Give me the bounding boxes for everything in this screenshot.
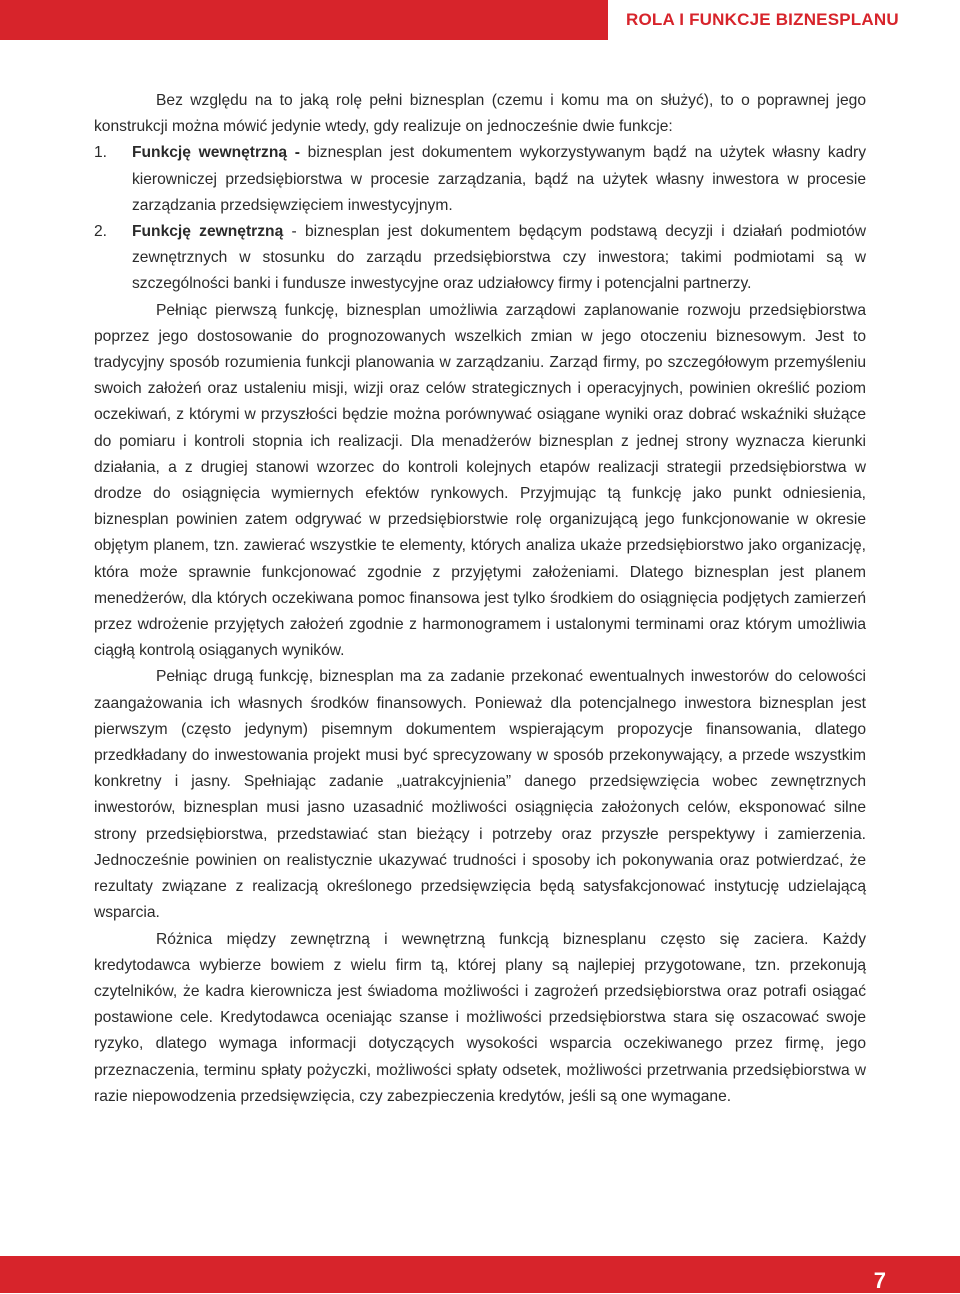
page-number: 7 [873,1268,886,1293]
list-item-title: Funkcję zewnętrzną [132,223,284,241]
intro-paragraph: Bez względu na to jaką rolę pełni biznesplan (czemu i komu ma on służyć), to o poprawnej jego konstrukcji można mówić jedynie wtedy, gdy realizuje on jednocześnie dwie funkcje: [94,92,866,136]
header-tab [608,0,960,40]
list-item-number: 2. [94,223,108,241]
list-item-text: biznesplan jest dokumentem wykorzystywanym bądź na użytek własny kadry kierowniczej przedsiębiorstwa w procesie zarządzania, bądź na użytek własny inwestora w procesie zarządzania przedsięwzięciem inwestycyjnym. [132,144,866,214]
list-item [94,219,866,298]
header-title: ROLA I FUNKCJE BIZNESPLANU [626,10,899,29]
body-paragraph: Pełniąc pierwszą funkcję, biznesplan umożliwia zarządowi zaplanowanie rozwoju przedsiębiorstwa poprzez jego dostosowanie do prognozowanych wszelkich zmian w jego otoczeniu biznesowym. Jest to tradycyjny sposób rozumienia funkcji planowania w zarządzaniu. Zarząd firmy, po szczegółowym przemyśleniu swoich założeń oraz ustaleniu misji, wizji oraz celów strategicznych i operacyjnych, powinien określić poziom oczekiwań, z którymi w przyszłości będzie można porównywać osiągane wyniki oraz dobrać wskaźniki służące do pomiaru i kontroli stopnia ich realizacji. Dla menadżerów biznesplan z jednej strony wyznacza kierunki działania, a z drugiej stanowi wzorzec do kontroli kolejnych etapów realizacji strategii przedsiębiorstwa w drodze do osiągnięcia wymiernych efektów rynkowych. Przyjmując tą funkcję jako punkt odniesienia, biznesplan powinien zatem odgrywać w przedsiębiorstwie rolę organizującą jego funkcjonowanie w okresie objętym planem, tzn. zawierać wszystkie te elementy, których analiza ukaże przedsiębiorstwo jako organizację, która może sprawnie funkcjonować zgodnie z przyjętymi założeniami. Dlatego biznesplan jest planem menedżerów, dla których oczekiwana pomoc finansowa jest tylko środkiem do osiągnięcia podjętych zamierzeń przez wdrożenie przyjętych założeń zgodnie z harmonogramem i ustalonymi terminami oraz którym umożliwia ciągłą kontrolą osiąganych wyników. [94,301,866,660]
list-item [94,140,866,219]
body-paragraph: Pełniąc drugą funkcję, biznesplan ma za zadanie przekonać ewentualnych inwestorów do celowości zaangażowania ich własnych środków finansowych. Ponieważ dla potencjalnego inwestora biznesplan jest pierwszym (często jedynym) pisemnym dokumentem wspierającym propozycje finansowania, dlatego przedkładany do inwestowania projekt musi być sprecyzowany w sposób przekonywający, a przede wszystkim konkretny i jasny. Spełniając zadanie „uatrakcyjnienia” danego przedsięwzięcia wobec zewnętrznych inwestorów, biznesplan musi jasno uzasadnić możliwości osiągnięcia założonych celów, eksponować silne strony przedsiębiorstwa, przedstawiać stan bieżący i potrzeby oraz przyszłe perspektywy i zamierzenia. Jednocześnie powinien on realistycznie ukazywać trudności i sposoby ich pokonywania oraz potwierdzać, że rezultaty związane z realizacją określonego przedsięwzięcia będą satysfakcjonować instytucję udzielającą wsparcia. [94,668,866,922]
list-item-title: Funkcję wewnętrzną - [132,144,300,162]
page-content [94,88,866,1110]
list-item-text: - biznesplan jest dokumentem będącym podstawą decyzji i działań podmiotów zewnętrznych w stosunku do zarządu przedsiębiorstwa czy inwestora; takimi podmiotami są w szczególności banki i fundusze inwestycyjne oraz udziałowcy firmy i potencjalni partnerzy. [132,223,867,293]
list-item-number: 1. [94,144,108,162]
body-paragraph: Różnica między zewnętrzną i wewnętrzną funkcją biznesplanu często się zaciera. Każdy kredytodawca wybierze bowiem z wielu firm tą, której plany są najlepiej przygotowane, tzn. przekonują czytelników, że kadra kierownicza jest świadoma możliwości i zagrożeń przedsiębiorstwa oraz potrafi osiągać postawione cele. Kredytodawca oceniając szanse i możliwości przedsiębiorstwa stara się oszacować swoje ryzyko, dlatego wymaga informacji dotyczących wysokości wsparcia oczekiwanego przez firmę, jego przeznaczenia, terminu spłaty pożyczki, możliwości spłaty odsetek, możliwości przetrwania przedsiębiorstwa w razie niepowodzenia przedsięwzięcia, czy zabezpieczenia kredytów, jeśli są one wymagane. [94,930,866,1105]
footer-bar [0,1256,960,1293]
